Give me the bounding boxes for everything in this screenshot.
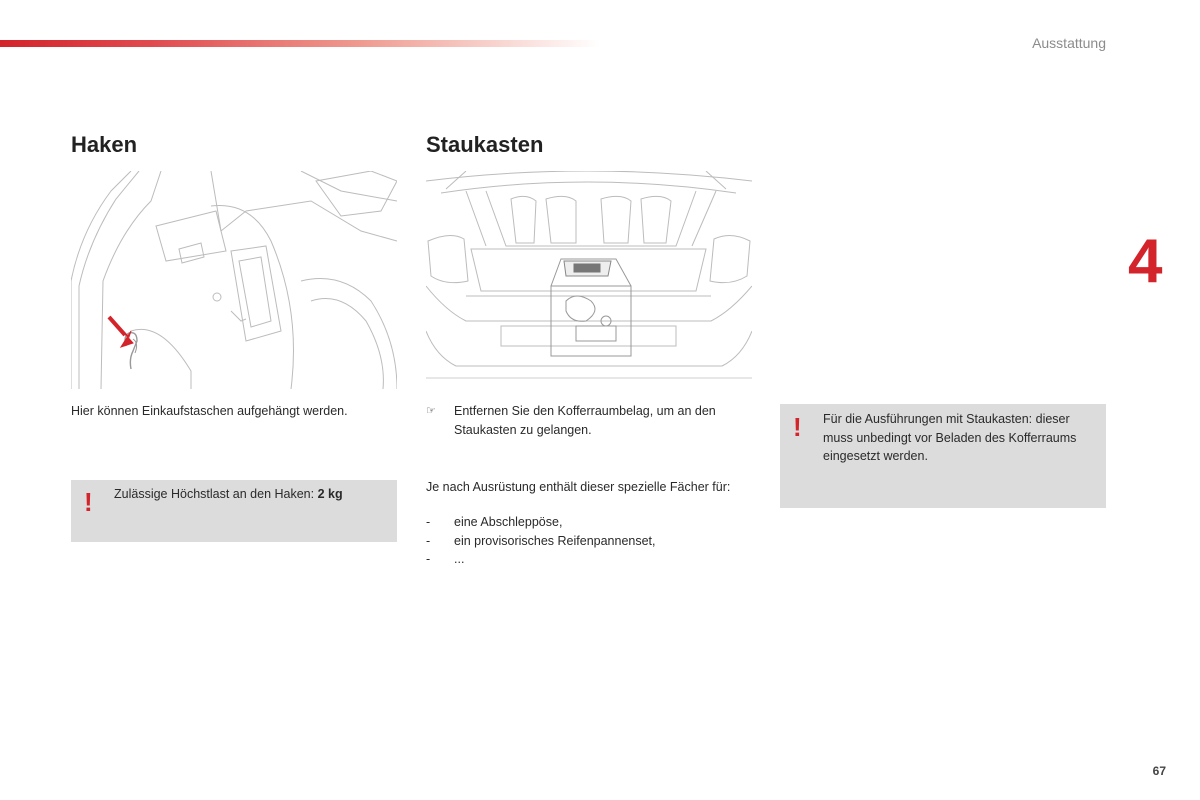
instruction-text: Entfernen Sie den Kofferraumbelag, um an den Staukasten zu gelangen. [454,404,716,437]
haken-warning-text [114,485,384,504]
staukasten-intro: Je nach Ausrüstung enthält dieser spezielle Fächer für: [426,480,731,494]
haken-heading: Haken [71,132,138,157]
chapter-number: 4 [1128,227,1163,296]
list-item: - eine Abschleppöse, [426,515,563,529]
pointing-hand-icon: ☞ [426,405,436,417]
haken-warning-prefix: Zulässige Höchstlast an den Haken: [114,487,318,501]
page-number: 67 [1152,764,1166,778]
compartment-list [426,515,746,571]
warning-icon: ! [793,412,802,442]
header-color-bar [0,40,600,47]
staukasten-warning-box [780,404,1106,508]
list-item: - ... [426,552,465,566]
haken-description: Hier können Einkaufstaschen aufgehängt werden. [71,404,348,418]
staukasten-warning-text: Für die Ausführungen mit Staukasten: dieser muss unbedingt vor Beladen des Kofferraums eingesetzt werden. [823,412,1077,463]
section-title: Ausstattung [1032,35,1106,51]
staukasten-heading: Staukasten [426,132,544,157]
storage-box-illustration [426,171,752,383]
hook-illustration [71,171,397,389]
haken-warning-load: 2 kg [317,487,343,501]
haken-warning-box [71,480,397,542]
list-item: - ein provisorisches Reifenpannenset, [426,533,656,548]
warning-icon: ! [84,487,93,517]
